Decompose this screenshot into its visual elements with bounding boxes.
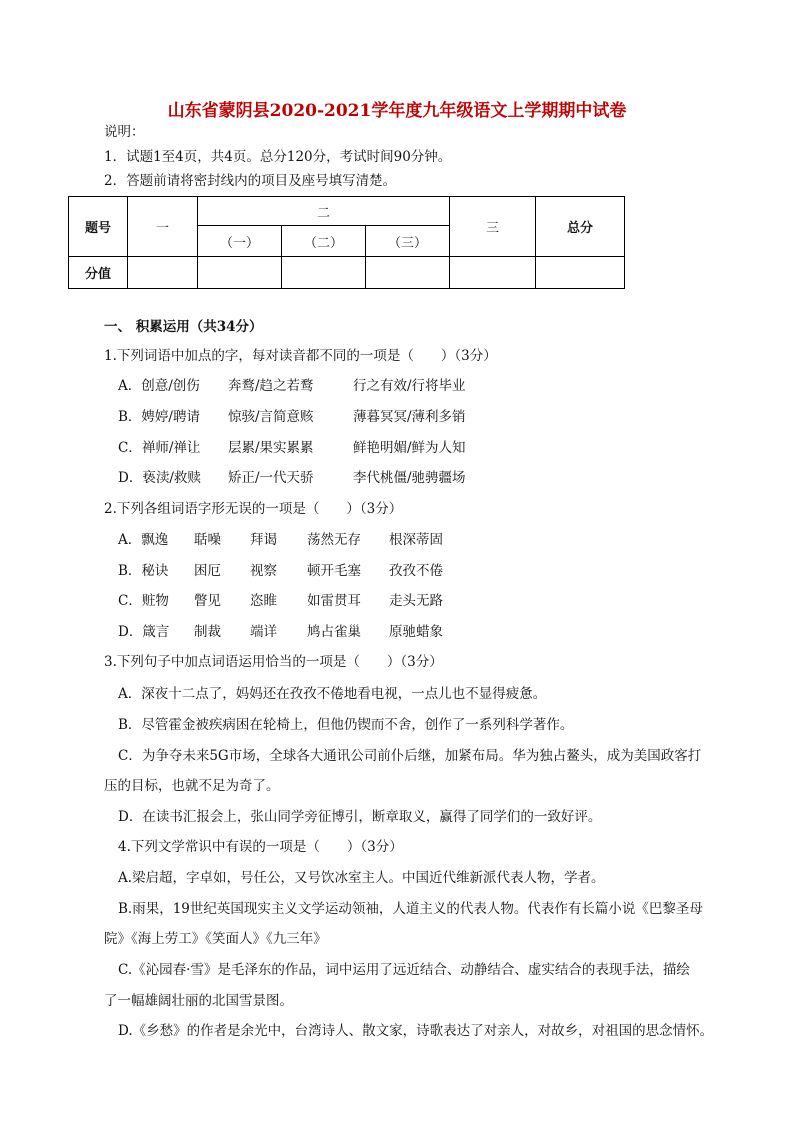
question-option: C．赃物 瞥见 恣睢 如雷贯耳 走头无路 xyxy=(118,593,443,609)
score-cell xyxy=(366,257,450,289)
score-cell xyxy=(282,257,366,289)
question-option: B.雨果，19世纪英国现实主义文学运动领袖，人道主义的代表人物。代表作有长篇小说《巴黎圣母 xyxy=(118,901,703,917)
question-option: B．尽管霍金被疾病困在轮椅上，但他仍锲而不舍，创作了一系列科学著作。 xyxy=(118,717,574,733)
header-total: 总分 xyxy=(536,197,625,257)
section-heading: 一、 积累运用（共34分） xyxy=(104,319,263,335)
question-option: B．娉婷/聘请 惊骇/言简意赅 薄暮冥冥/薄利多销 xyxy=(118,409,466,425)
question-option: B．秘诀 困厄 视察 顿开毛塞 孜孜不倦 xyxy=(118,563,443,579)
score-cell xyxy=(128,257,198,289)
question-option: C.《沁园春·雪》是毛泽东的作品，词中运用了远近结合、动静结合、虚实结合的表现手法，描绘 xyxy=(118,962,690,978)
row-score-label: 分值 xyxy=(69,257,128,289)
question-option: C．禅师/禅让 层累/果实累累 鲜艳明媚/鲜为人知 xyxy=(118,440,466,456)
question-option-continued: 压的目标，也就不足为奇了。 xyxy=(104,778,280,794)
header-part-2-sub: （二） xyxy=(282,226,366,257)
question-option: D.《乡愁》的作者是余光中，台湾诗人、散文家，诗歌表达了对亲人，对故乡，对祖国的思念情怀。 xyxy=(118,1023,714,1039)
question-stem: 3.下列句子中加点词语运用恰当的一项是（ ）（3分） xyxy=(104,654,443,670)
question-option: A．深夜十二点了，妈妈还在孜孜不倦地看电视，一点儿也不显得疲惫。 xyxy=(118,686,547,702)
question-option-continued: 院》《海上劳工》《笑面人》《九三年》 xyxy=(104,931,327,947)
instruction-item: 1．试题1至4页，共4页。总分120分，考试时间90分钟。 xyxy=(104,149,452,165)
question-option: A．飘逸 聒噪 拜谒 荡然无存 根深蒂固 xyxy=(118,532,443,548)
question-option: D．亵渎/救赎 矫正/一代天骄 李代桃僵/驰骋疆场 xyxy=(118,470,466,486)
question-option: D．在读书汇报会上，张山同学旁征博引，断章取义，赢得了同学们的一致好评。 xyxy=(118,809,602,825)
exam-title: 山东省蒙阴县2020-2021学年度九年级语文上学期期中试卷 xyxy=(167,101,627,121)
score-cell xyxy=(198,257,282,289)
header-part-2-sub: （一） xyxy=(198,226,282,257)
score-cell xyxy=(536,257,625,289)
question-option: C．为争夺未来5G市场，全球各大通讯公司前仆后继，加紧布局。华为独占鳌头，成为美国政客打 xyxy=(118,748,702,764)
question-option: D．箴言 制裁 端详 鸠占雀巢 原驰蜡象 xyxy=(118,624,443,640)
question-stem: 1.下列词语中加点的字，每对读音都不同的一项是（ ）（3分） xyxy=(104,348,497,364)
instruction-item: 2．答题前请将密封线内的项目及座号填写清楚。 xyxy=(104,173,397,189)
question-stem: 2.下列各组词语字形无误的一项是（ ）（3分） xyxy=(104,501,403,517)
header-question-number: 题号 xyxy=(69,197,128,257)
header-part-2: 二 xyxy=(198,197,450,226)
score-cell xyxy=(450,257,536,289)
header-part-3: 三 xyxy=(450,197,536,257)
question-stem: 4.下列文学常识中有误的一项是（ ）（3分） xyxy=(118,839,403,855)
header-part-1: 一 xyxy=(128,197,198,257)
instructions-label: 说明： xyxy=(104,124,145,140)
question-option: A.梁启超，字卓如，号任公，又号饮冰室主人。中国近代维新派代表人物，学者。 xyxy=(118,870,605,886)
question-option: A．创意/创伤 奔鹜/趋之若鹜 行之有效/行将毕业 xyxy=(118,378,466,394)
header-part-2-sub: （三） xyxy=(366,226,450,257)
score-table xyxy=(68,196,625,289)
question-option-continued: 了一幅雄阔壮丽的北国雪景图。 xyxy=(104,993,293,1009)
